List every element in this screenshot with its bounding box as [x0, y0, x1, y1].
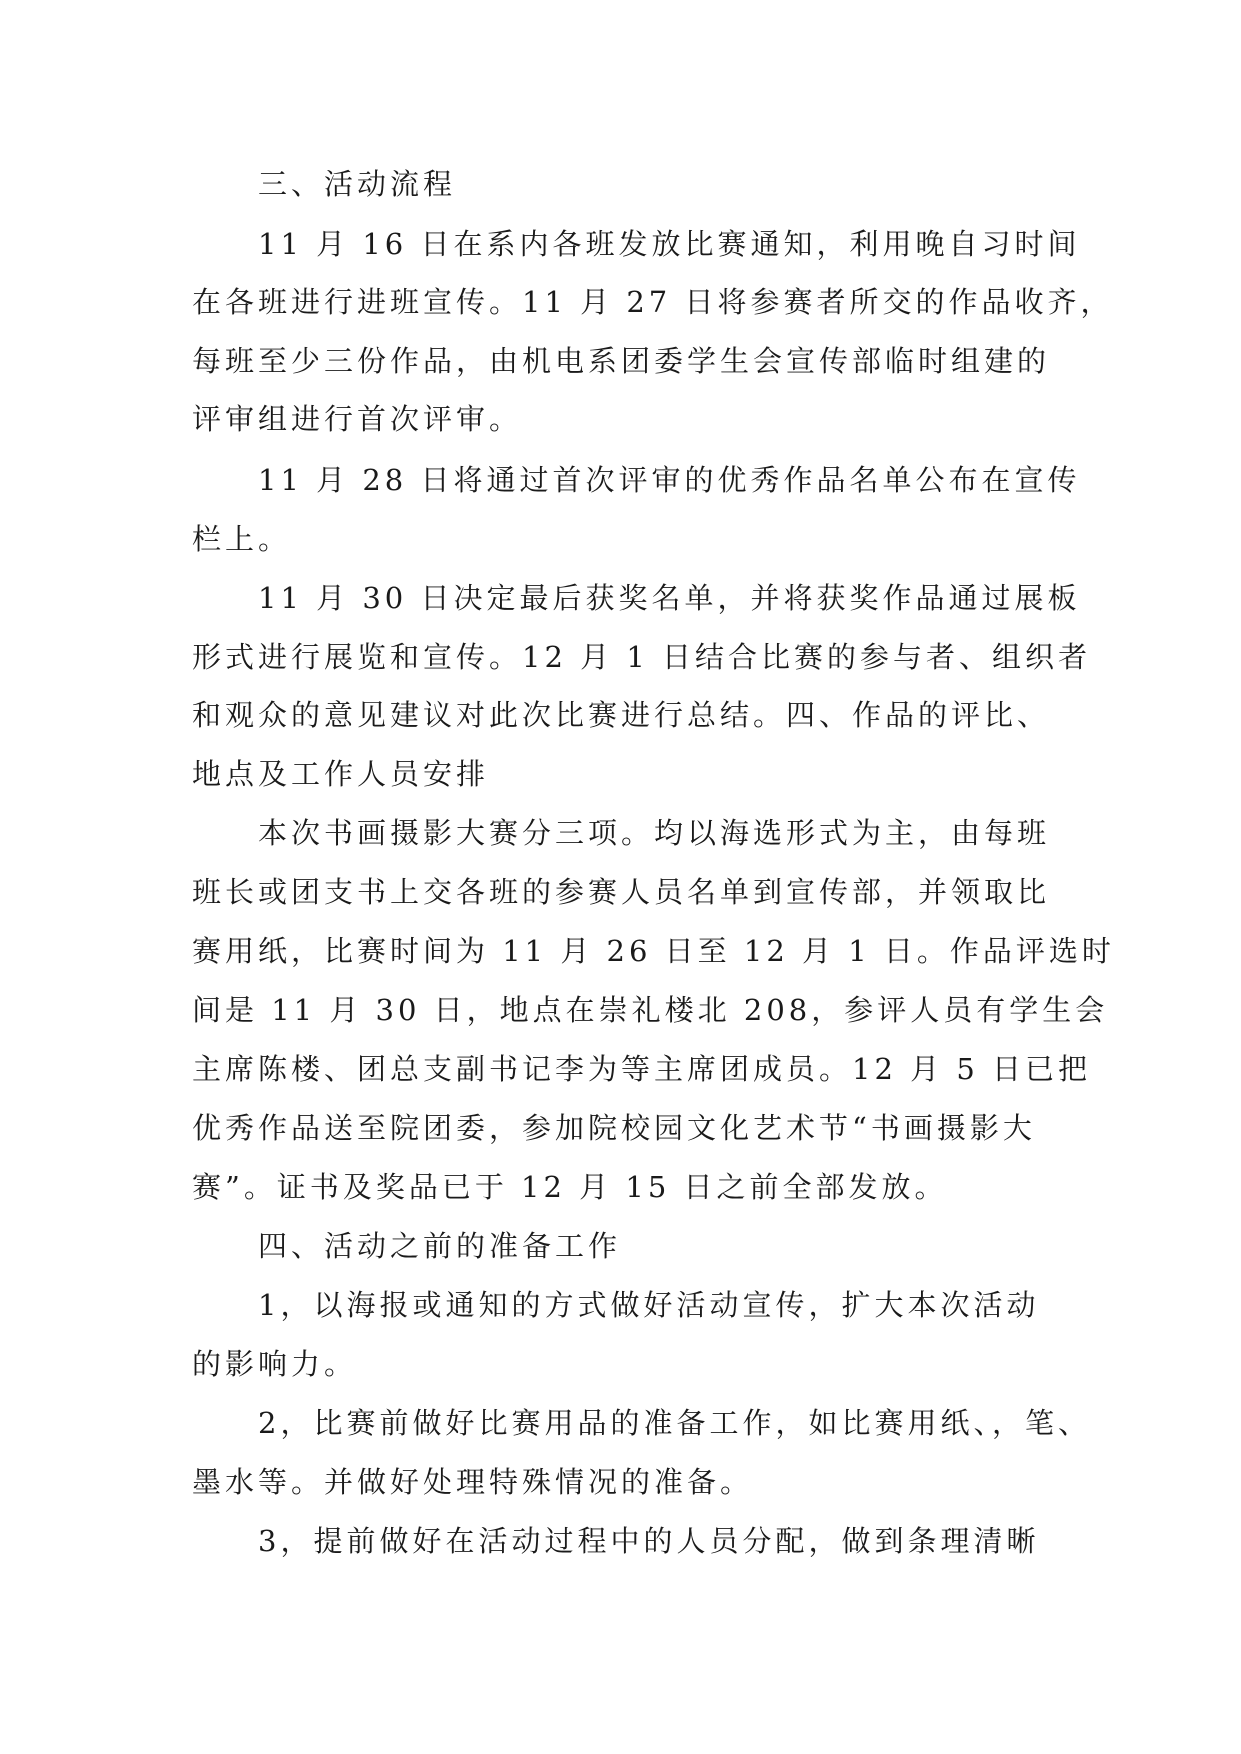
paragraph-line: 地点及工作人员安排 [192, 757, 490, 791]
paragraph-line: 间是 11 月 30 日，地点在崇礼楼北 208，参评人员有学生会 [192, 993, 1109, 1027]
paragraph-line: 赛用纸，比赛时间为 11 月 26 日至 12 月 1 日。作品评选时 [192, 934, 1115, 968]
paragraph-line: 班长或团支书上交各班的参赛人员名单到宣传部，并领取比 [192, 875, 1051, 909]
paragraph-line: 评审组进行首次评审。 [192, 402, 523, 436]
paragraph-line: 每班至少三份作品，由机电系团委学生会宣传部临时组建的 [192, 344, 1051, 378]
paragraph-line: 赛”。证书及奖品已于 12 月 15 日之前全部发放。 [192, 1170, 948, 1204]
section-heading-activity-flow: 三、活动流程 [258, 167, 457, 201]
section-heading-preparation: 四、活动之前的准备工作 [258, 1229, 622, 1263]
list-item-3: 3，提前做好在活动过程中的人员分配，做到条理清晰 [258, 1524, 1040, 1558]
paragraph-line: 栏上。 [192, 522, 292, 556]
paragraph-line: 11 月 30 日决定最后获奖名单，并将获奖作品通过展板 [258, 581, 1081, 615]
paragraph-line: 的影响力。 [192, 1347, 358, 1381]
paragraph-line: 本次书画摄影大赛分三项。均以海选形式为主，由每班 [258, 816, 1051, 850]
paragraph-line: 11 月 16 日在系内各班发放比赛通知，利用晚自习时间 [258, 227, 1081, 261]
list-item-2: 2，比赛前做好比赛用品的准备工作，如比赛用纸、，笔、 [258, 1406, 1091, 1440]
paragraph-line: 墨水等。并做好处理特殊情况的准备。 [192, 1465, 754, 1499]
paragraph-line: 11 月 28 日将通过首次评审的优秀作品名单公布在宣传 [258, 463, 1081, 497]
list-item-1: 1，以海报或通知的方式做好活动宣传，扩大本次活动 [258, 1288, 1040, 1322]
paragraph-line: 和观众的意见建议对此次比赛进行总结。四、作品的评比、 [192, 698, 1051, 732]
paragraph-line: 主席陈楼、团总支副书记李为等主席团成员。12 月 5 日已把 [192, 1052, 1092, 1086]
paragraph-line: 优秀作品送至院团委，参加院校园文化艺术节“书画摄影大 [192, 1111, 1036, 1145]
paragraph-line: 在各班进行进班宣传。11 月 27 日将参赛者所交的作品收齐， [192, 285, 1114, 319]
paragraph-line: 形式进行展览和宣传。12 月 1 日结合比赛的参与者、组织者 [192, 640, 1092, 674]
